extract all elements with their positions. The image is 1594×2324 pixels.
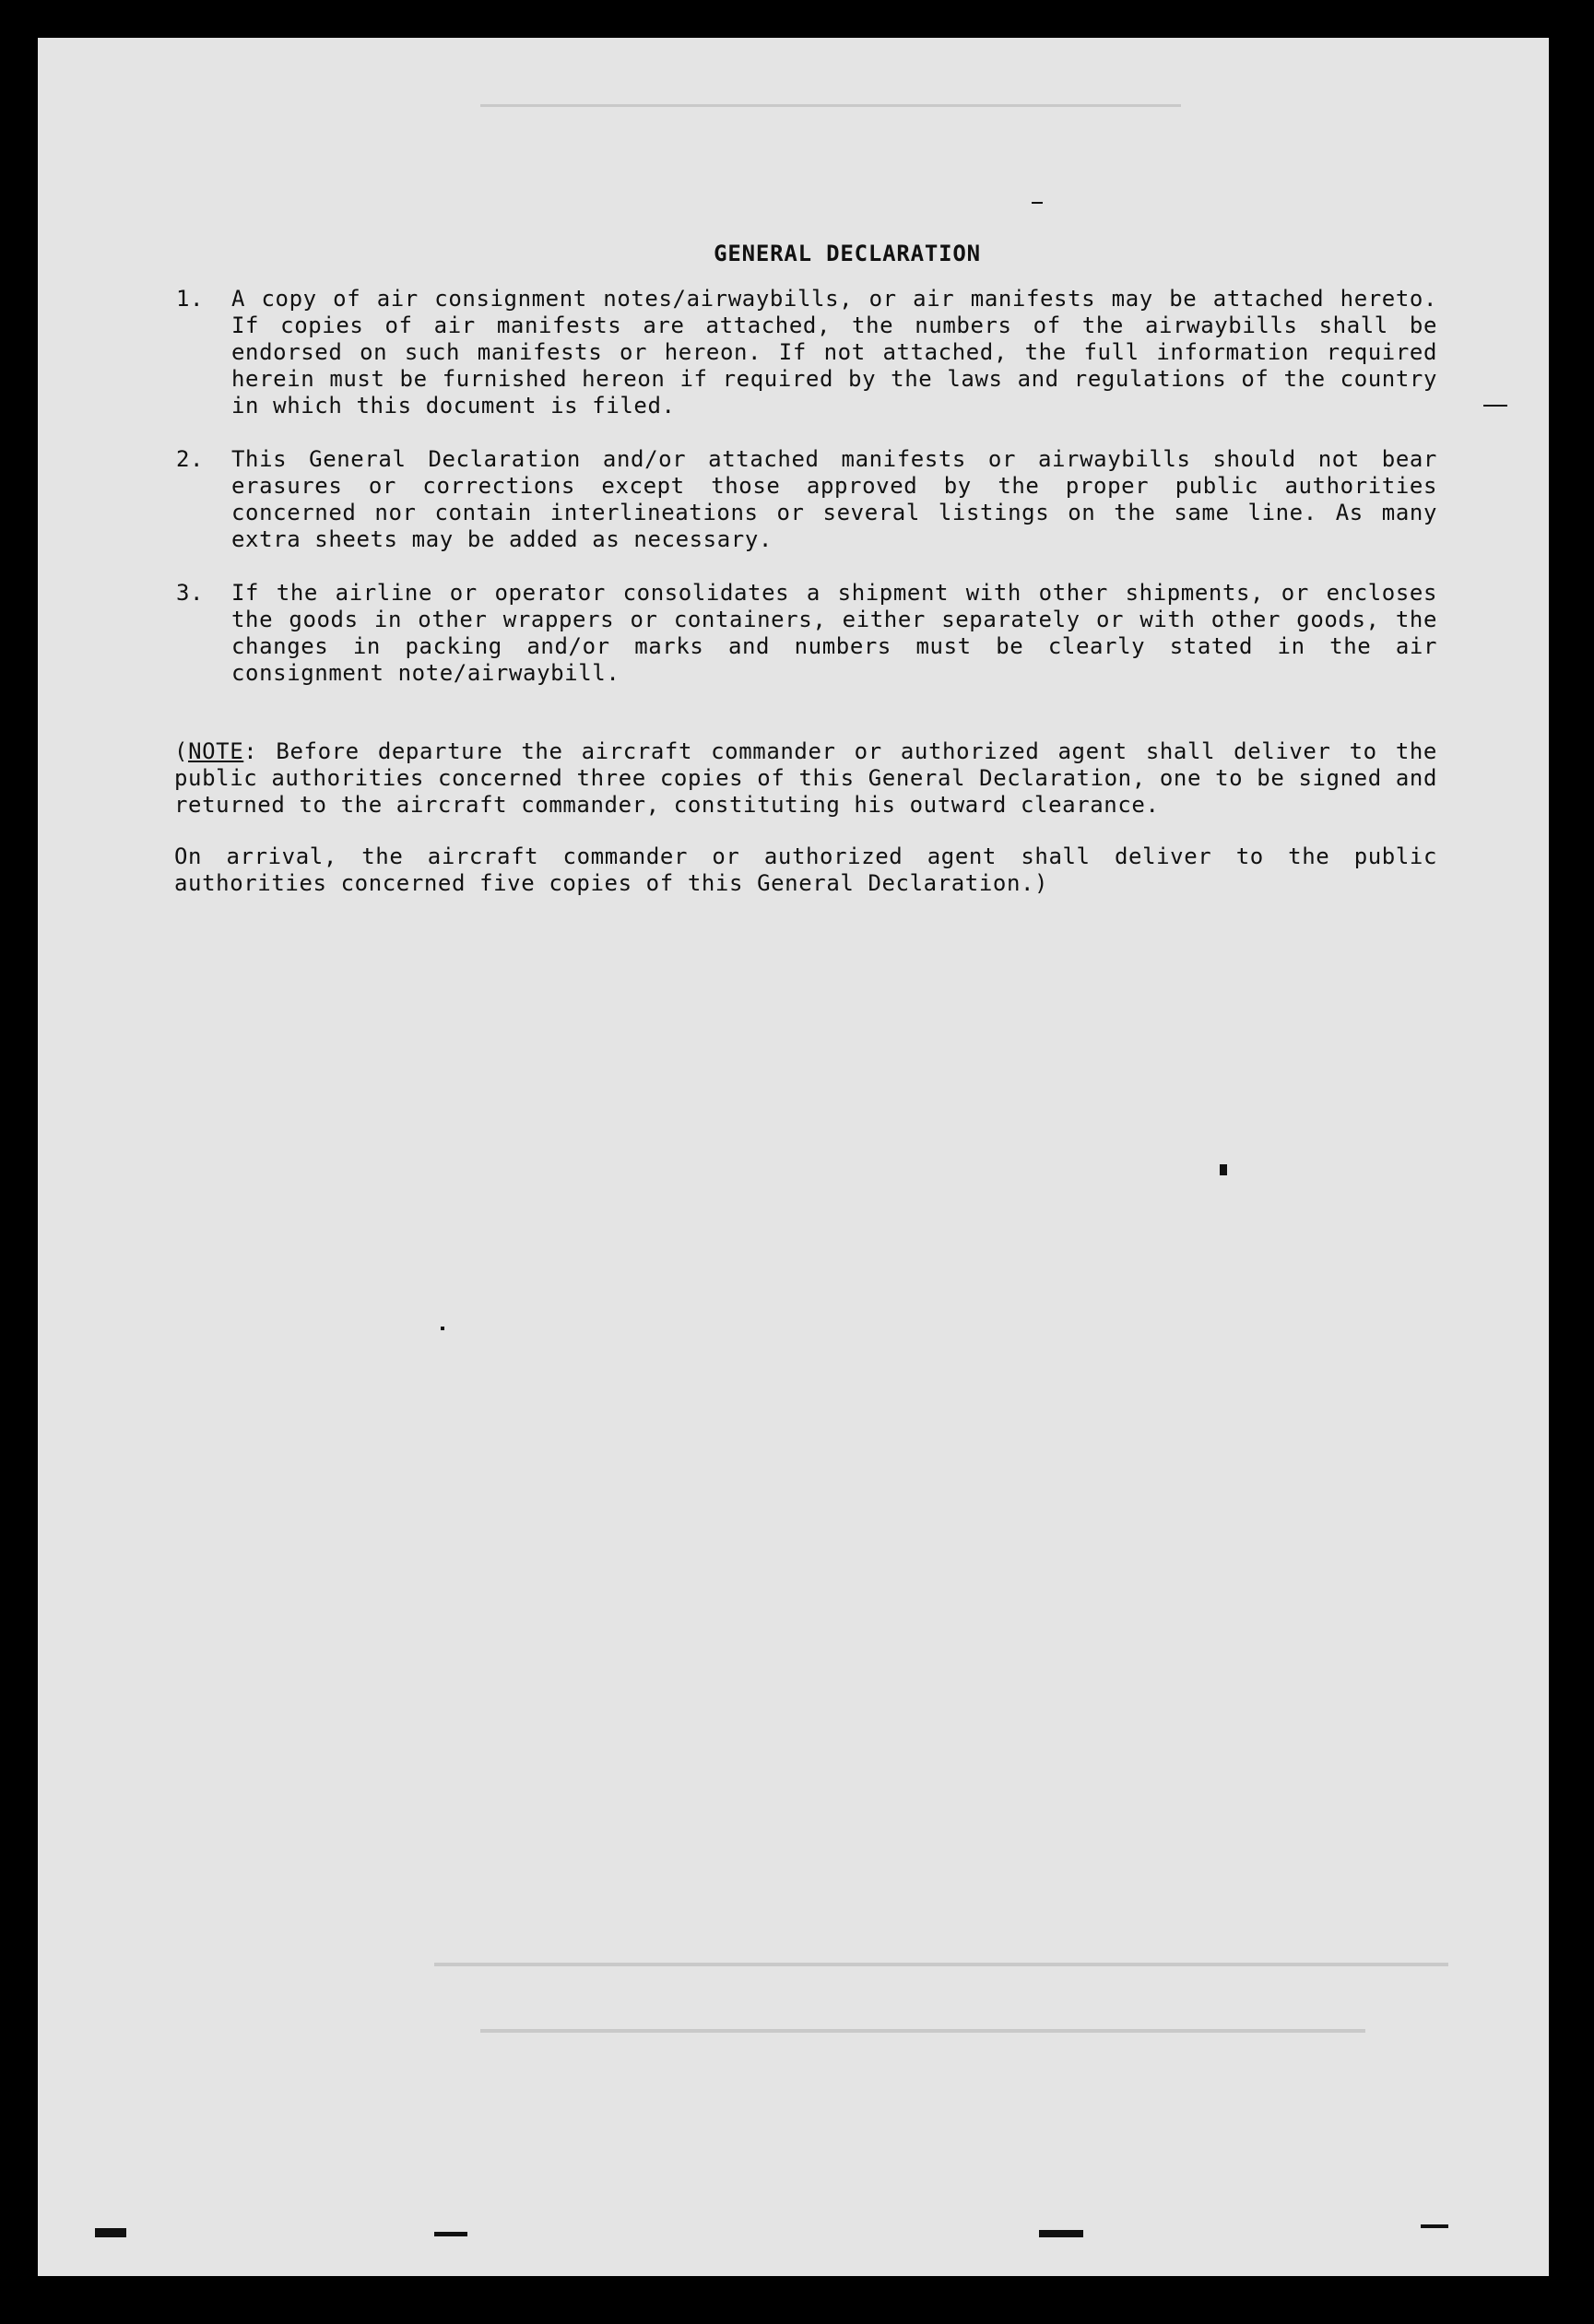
page-title: GENERAL DECLARATION [714, 241, 981, 266]
item-text: A copy of air consignment notes/airwaybills, or air manifests may be attached hereto. If copies of air manifests are attached, the numbers of the airwaybills shall be endorsed on such manifests or hereon. If not attached, the full information required herein must be furnished hereon if required by the laws and regulations of the country in which this document is filed. [231, 286, 1437, 419]
item-number: 2. [176, 446, 205, 472]
arrival-paragraph: On arrival, the aircraft commander or authorized agent shall deliver to the public authorities concerned five copies of this General Declaration.) [174, 843, 1437, 896]
document-sheet [38, 38, 1549, 2276]
scan-speck [1032, 202, 1043, 204]
declaration-text [174, 241, 1437, 897]
bleed-through-line [480, 2029, 1365, 2033]
bleed-through-line [480, 104, 1181, 107]
scan-speck [441, 1327, 444, 1330]
bleed-through-line [434, 1963, 1448, 1966]
item-number: 1. [176, 286, 205, 312]
note-paragraph [174, 738, 1437, 819]
scan-speck [95, 2228, 126, 2237]
note-label: NOTE [188, 738, 244, 764]
scan-speck [1483, 405, 1507, 407]
note-open-paren: ( [174, 738, 189, 764]
scan-speck [1039, 2230, 1083, 2237]
note-colon: : [243, 738, 258, 764]
scan-speck [434, 2232, 467, 2236]
list-item [174, 446, 1437, 553]
list-item [174, 286, 1437, 419]
note-text: Before departure the aircraft commander or authorized agent shall deliver to the public authorities concerned three copies of this General Declaration, one to be signed and returned to the aircraft commander, constituting his outward clearance. [174, 738, 1437, 818]
scan-speck [1220, 1164, 1227, 1175]
item-number: 3. [176, 580, 205, 606]
scan-speck [1421, 2224, 1448, 2228]
list-item [174, 580, 1437, 687]
item-text: This General Declaration and/or attached manifests or airwaybills should not bear erasures or corrections except those approved by the proper public authorities concerned nor contain interlineations or several listings on the same line. As many extra sheets may be added as necessary. [231, 446, 1437, 552]
item-text: If the airline or operator consolidates a shipment with other shipments, or encloses the goods in other wrappers or containers, either separately or with other goods, the changes in packing and/or marks and numbers must be clearly stated in the air consignment note/airwaybill. [231, 580, 1437, 686]
